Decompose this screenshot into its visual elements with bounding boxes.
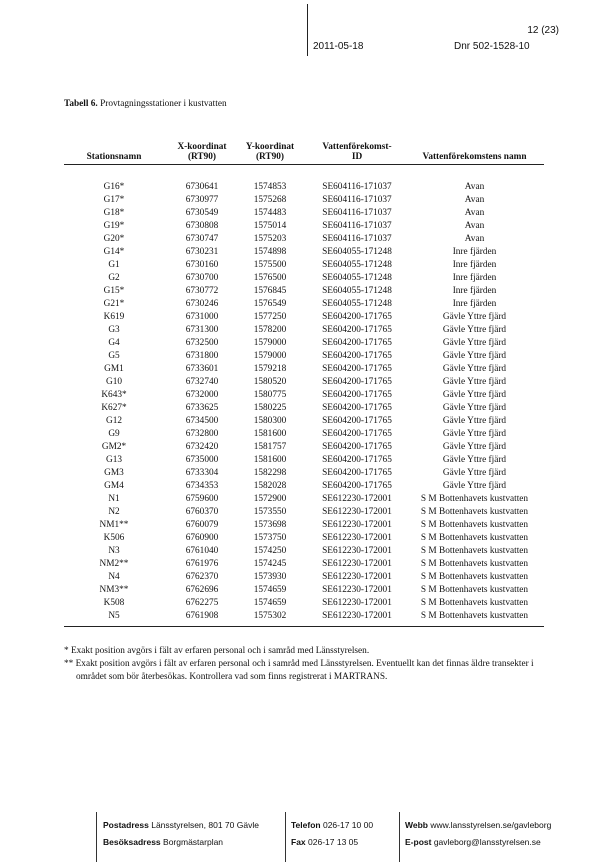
table-row	[64, 233, 544, 246]
cell-water-body-id: SE604200-171765	[322, 325, 392, 335]
cell-water-body-name: S M Bottenhavets kustvatten	[420, 559, 529, 569]
table-row	[64, 259, 544, 272]
cell-water-body-id: SE604200-171765	[322, 338, 392, 348]
table-row	[64, 428, 544, 441]
cell-x-coordinate: 6732800	[185, 429, 219, 439]
cell-water-body-id: SE604200-171765	[322, 481, 392, 491]
cell-station-name: G4	[108, 338, 120, 348]
cell-x-coordinate: 6761040	[185, 546, 219, 556]
cell-y-coordinate: 1575014	[253, 221, 287, 231]
cell-water-body-id: SE612230-172001	[322, 572, 392, 582]
footnote-single-star: * Exakt position avgörs i fält av erfaren personal och i samråd med Länsstyrelsen.	[64, 646, 370, 656]
cell-water-body-name: Inre fjärden	[452, 286, 497, 296]
cell-station-name: G5	[108, 351, 120, 361]
cell-y-coordinate: 1580520	[253, 377, 287, 387]
cell-y-coordinate: 1575268	[253, 195, 287, 205]
cell-water-body-id: SE604116-171037	[322, 234, 392, 244]
cell-water-body-name: Gävle Yttre fjärd	[442, 468, 507, 478]
cell-x-coordinate: 6730772	[185, 286, 219, 296]
footer-webb-label: Webb	[405, 820, 428, 830]
table-row	[64, 298, 544, 311]
cell-water-body-name: Inre fjärden	[452, 299, 497, 309]
cell-x-coordinate: 6733601	[185, 364, 219, 374]
footnotes	[64, 645, 539, 684]
footer-besoksadress	[103, 837, 223, 847]
cell-station-name: G12	[105, 416, 122, 426]
cell-water-body-id: SE604200-171765	[322, 403, 392, 413]
cell-y-coordinate: 1573698	[253, 520, 287, 530]
column-header-x	[174, 142, 230, 162]
cell-y-coordinate: 1576549	[253, 299, 287, 309]
table-bottom-rule	[64, 626, 544, 627]
cell-water-body-id: SE604055-171248	[322, 286, 392, 296]
cell-water-body-name: Gävle Yttre fjärd	[442, 403, 507, 413]
cell-water-body-name: Avan	[464, 182, 485, 192]
cell-water-body-id: SE604200-171765	[322, 455, 392, 465]
table-row	[64, 610, 544, 623]
cell-water-body-id: SE612230-172001	[322, 494, 392, 504]
cell-x-coordinate: 6730700	[185, 273, 219, 283]
cell-water-body-name: S M Bottenhavets kustvatten	[420, 494, 529, 504]
table-row	[64, 389, 544, 402]
table-row	[64, 532, 544, 545]
cell-water-body-id: SE612230-172001	[322, 585, 392, 595]
cell-water-body-id: SE604200-171765	[322, 377, 392, 387]
column-header-x-line2: (RT90)	[187, 152, 217, 162]
cell-station-name: K506	[103, 533, 125, 543]
cell-station-name: N2	[108, 507, 120, 517]
cell-x-coordinate: 6735000	[185, 455, 219, 465]
cell-y-coordinate: 1573930	[253, 572, 287, 582]
cell-station-name: N4	[108, 572, 120, 582]
cell-x-coordinate: 6730977	[185, 195, 219, 205]
cell-water-body-id: SE604116-171037	[322, 182, 392, 192]
cell-water-body-id: SE604055-171248	[322, 247, 392, 257]
cell-water-body-name: Gävle Yttre fjärd	[442, 416, 507, 426]
cell-y-coordinate: 1579218	[253, 364, 287, 374]
cell-water-body-name: S M Bottenhavets kustvatten	[420, 520, 529, 530]
footer-webb-link[interactable]: www.lansstyrelsen.se/gavleborg	[430, 820, 552, 830]
cell-water-body-id: SE612230-172001	[322, 559, 392, 569]
cell-y-coordinate: 1574483	[253, 208, 287, 218]
table-caption-label: Tabell 6.	[64, 99, 98, 109]
cell-x-coordinate: 6730246	[185, 299, 219, 309]
cell-station-name: N3	[108, 546, 120, 556]
cell-x-coordinate: 6761908	[185, 611, 219, 621]
table-body	[64, 181, 544, 623]
cell-y-coordinate: 1582028	[253, 481, 287, 491]
cell-water-body-name: Gävle Yttre fjärd	[442, 377, 507, 387]
cell-x-coordinate: 6760079	[185, 520, 219, 530]
table-row	[64, 519, 544, 532]
document-reference: Dnr 502-1528-10	[454, 41, 530, 52]
cell-station-name: G10	[105, 377, 122, 387]
cell-x-coordinate: 6730231	[185, 247, 219, 257]
cell-station-name: G20*	[103, 234, 125, 244]
cell-station-name: GM4	[104, 481, 124, 491]
table-row	[64, 480, 544, 493]
cell-station-name: K627*	[101, 403, 127, 413]
table-header	[64, 139, 544, 165]
cell-water-body-id: SE612230-172001	[322, 598, 392, 608]
cell-y-coordinate: 1575302	[253, 611, 287, 621]
cell-x-coordinate: 6761976	[185, 559, 219, 569]
cell-water-body-name: S M Bottenhavets kustvatten	[420, 546, 529, 556]
cell-water-body-id: SE604200-171765	[322, 468, 392, 478]
cell-water-body-name: Gävle Yttre fjärd	[442, 481, 507, 491]
cell-x-coordinate: 6731300	[185, 325, 219, 335]
column-header-water-id	[313, 142, 401, 162]
cell-station-name: G19*	[103, 221, 125, 231]
cell-water-body-id: SE604116-171037	[322, 208, 392, 218]
column-header-station-line1: Stationsnamn	[86, 152, 142, 162]
table-caption	[64, 99, 227, 109]
cell-water-body-name: S M Bottenhavets kustvatten	[420, 507, 529, 517]
cell-y-coordinate: 1577250	[253, 312, 287, 322]
cell-x-coordinate: 6762275	[185, 598, 219, 608]
cell-water-body-name: Gävle Yttre fjärd	[442, 364, 507, 374]
cell-station-name: GM2*	[101, 442, 127, 452]
column-header-water-name	[409, 152, 540, 162]
cell-water-body-id: SE612230-172001	[322, 546, 392, 556]
cell-station-name: K643*	[101, 390, 127, 400]
table-row	[64, 272, 544, 285]
footer-divider	[285, 812, 286, 862]
table-row	[64, 402, 544, 415]
column-header-y-line2: (RT90)	[255, 152, 285, 162]
cell-station-name: K619	[103, 312, 125, 322]
cell-y-coordinate: 1581600	[253, 455, 287, 465]
cell-water-body-id: SE604200-171765	[322, 416, 392, 426]
cell-x-coordinate: 6730549	[185, 208, 219, 218]
footer-postadress	[103, 820, 259, 830]
cell-x-coordinate: 6762370	[185, 572, 219, 582]
footnote-double-star: ** Exakt position avgörs i fält av erfaren personal och i samråd med Länsstyrelsen. Eventuellt kan det finnas äldre transekter i området som bör återbesökas. Kontrollera vad som finns registrerat i MARTRANS.	[64, 659, 534, 682]
cell-station-name: G21*	[103, 299, 125, 309]
table-row	[64, 571, 544, 584]
table-row	[64, 454, 544, 467]
cell-station-name: NM2**	[99, 559, 129, 569]
table-row	[64, 506, 544, 519]
cell-x-coordinate: 6730641	[185, 182, 219, 192]
cell-y-coordinate: 1579000	[253, 338, 287, 348]
cell-water-body-id: SE612230-172001	[322, 507, 392, 517]
cell-water-body-id: SE604200-171765	[322, 442, 392, 452]
cell-water-body-id: SE604200-171765	[322, 351, 392, 361]
table-row	[64, 415, 544, 428]
cell-water-body-name: Inre fjärden	[452, 273, 497, 283]
cell-water-body-name: Gävle Yttre fjärd	[442, 429, 507, 439]
cell-water-body-id: SE604116-171037	[322, 221, 392, 231]
table-row	[64, 337, 544, 350]
footer-telefon	[291, 820, 373, 830]
cell-y-coordinate: 1574853	[253, 182, 287, 192]
cell-water-body-name: Inre fjärden	[452, 247, 497, 257]
column-header-water-name-line1: Vattenförekomstens namn	[422, 152, 527, 162]
header-divider	[307, 4, 308, 56]
cell-x-coordinate: 6759600	[185, 494, 219, 504]
cell-water-body-name: Gävle Yttre fjärd	[442, 442, 507, 452]
table-row	[64, 220, 544, 233]
column-header-water-id-line1: Vattenförekomst-	[322, 142, 392, 152]
cell-y-coordinate: 1572900	[253, 494, 287, 504]
page-footer	[0, 812, 603, 862]
cell-water-body-id: SE604200-171765	[322, 364, 392, 374]
cell-water-body-name: Gävle Yttre fjärd	[442, 312, 507, 322]
cell-water-body-name: S M Bottenhavets kustvatten	[420, 572, 529, 582]
cell-x-coordinate: 6731800	[185, 351, 219, 361]
footer-epost	[405, 837, 541, 847]
table-row	[64, 363, 544, 376]
cell-y-coordinate: 1580775	[253, 390, 287, 400]
cell-station-name: NM1**	[99, 520, 129, 530]
cell-water-body-name: S M Bottenhavets kustvatten	[420, 611, 529, 621]
table-row	[64, 545, 544, 558]
cell-y-coordinate: 1573750	[253, 533, 287, 543]
cell-y-coordinate: 1575203	[253, 234, 287, 244]
cell-water-body-name: Avan	[464, 221, 485, 231]
cell-station-name: G2	[108, 273, 120, 283]
cell-water-body-name: S M Bottenhavets kustvatten	[420, 585, 529, 595]
footer-divider	[96, 812, 97, 862]
footer-fax	[291, 837, 358, 847]
stations-table	[64, 139, 544, 627]
footer-epost-label: E-post	[405, 837, 432, 847]
cell-station-name: G13	[105, 455, 122, 465]
cell-x-coordinate: 6730808	[185, 221, 219, 231]
table-row	[64, 467, 544, 480]
footer-besoksadress-label: Besöksadress	[103, 837, 161, 847]
table-row	[64, 285, 544, 298]
cell-y-coordinate: 1574659	[253, 598, 287, 608]
table-row	[64, 441, 544, 454]
cell-water-body-name: Avan	[464, 234, 485, 244]
cell-water-body-name: S M Bottenhavets kustvatten	[420, 533, 529, 543]
cell-water-body-id: SE612230-172001	[322, 611, 392, 621]
cell-water-body-name: Gävle Yttre fjärd	[442, 325, 507, 335]
table-row	[64, 311, 544, 324]
cell-water-body-id: SE604200-171765	[322, 390, 392, 400]
cell-x-coordinate: 6734500	[185, 416, 219, 426]
footer-webb	[405, 820, 551, 830]
column-header-station	[84, 152, 144, 162]
cell-station-name: NM3**	[99, 585, 129, 595]
cell-station-name: G15*	[103, 286, 125, 296]
cell-y-coordinate: 1574245	[253, 559, 287, 569]
cell-y-coordinate: 1579000	[253, 351, 287, 361]
cell-station-name: G17*	[103, 195, 125, 205]
cell-x-coordinate: 6733304	[185, 468, 219, 478]
cell-y-coordinate: 1573550	[253, 507, 287, 517]
cell-y-coordinate: 1582298	[253, 468, 287, 478]
cell-x-coordinate: 6732740	[185, 377, 219, 387]
cell-station-name: G14*	[103, 247, 125, 257]
cell-station-name: G9	[108, 429, 120, 439]
page-number: 12 (23)	[527, 25, 559, 36]
table-row	[64, 181, 544, 194]
cell-y-coordinate: 1578200	[253, 325, 287, 335]
cell-y-coordinate: 1576500	[253, 273, 287, 283]
footer-postadress-value: Länsstyrelsen, 801 70 Gävle	[151, 820, 259, 830]
footer-telefon-label: Telefon	[291, 820, 321, 830]
cell-water-body-name: Gävle Yttre fjärd	[442, 455, 507, 465]
cell-station-name: G16*	[103, 182, 125, 192]
cell-y-coordinate: 1574898	[253, 247, 287, 257]
cell-x-coordinate: 6760370	[185, 507, 219, 517]
footer-telefon-value: 026-17 10 00	[322, 820, 374, 830]
table-row	[64, 194, 544, 207]
cell-x-coordinate: 6732420	[185, 442, 219, 452]
table-caption-text: Provtagningsstationer i kustvatten	[100, 99, 227, 109]
cell-water-body-id: SE604200-171765	[322, 312, 392, 322]
table-row	[64, 558, 544, 571]
cell-station-name: G3	[108, 325, 120, 335]
cell-x-coordinate: 6734353	[185, 481, 219, 491]
cell-x-coordinate: 6733625	[185, 403, 219, 413]
cell-water-body-name: S M Bottenhavets kustvatten	[420, 598, 529, 608]
cell-y-coordinate: 1575500	[253, 260, 287, 270]
cell-station-name: N5	[108, 611, 120, 621]
cell-station-name: GM3	[104, 468, 124, 478]
column-header-y-line1: Y-koordinat	[245, 142, 295, 152]
cell-y-coordinate: 1581757	[253, 442, 287, 452]
cell-x-coordinate: 6730160	[185, 260, 219, 270]
cell-y-coordinate: 1581600	[253, 429, 287, 439]
cell-x-coordinate: 6732000	[185, 390, 219, 400]
cell-station-name: G1	[108, 260, 120, 270]
footer-fax-label: Fax	[291, 837, 306, 847]
table-row	[64, 493, 544, 506]
footer-divider	[399, 812, 400, 862]
cell-y-coordinate: 1580225	[253, 403, 287, 413]
column-header-x-line1: X-koordinat	[177, 142, 227, 152]
document-date: 2011-05-18	[313, 41, 364, 52]
cell-water-body-id: SE604055-171248	[322, 260, 392, 270]
column-header-water-id-line2: ID	[351, 152, 363, 162]
cell-x-coordinate: 6760900	[185, 533, 219, 543]
footer-besoksadress-value: Borgmästarplan	[163, 837, 224, 847]
cell-water-body-name: Gävle Yttre fjärd	[442, 338, 507, 348]
table-row	[64, 584, 544, 597]
cell-x-coordinate: 6730747	[185, 234, 219, 244]
cell-water-body-name: Gävle Yttre fjärd	[442, 390, 507, 400]
cell-water-body-id: SE612230-172001	[322, 520, 392, 530]
footer-postadress-label: Postadress	[103, 820, 149, 830]
cell-water-body-name: Avan	[464, 208, 485, 218]
table-row	[64, 324, 544, 337]
cell-station-name: G18*	[103, 208, 125, 218]
cell-y-coordinate: 1574250	[253, 546, 287, 556]
cell-y-coordinate: 1576845	[253, 286, 287, 296]
cell-x-coordinate: 6762696	[185, 585, 219, 595]
cell-water-body-id: SE604055-171248	[322, 273, 392, 283]
cell-water-body-id: SE604200-171765	[322, 429, 392, 439]
cell-station-name: GM1	[104, 364, 124, 374]
footer-epost-link[interactable]: gavleborg@lansstyrelsen.se	[433, 837, 541, 847]
cell-water-body-id: SE604055-171248	[322, 299, 392, 309]
cell-water-body-name: Inre fjärden	[452, 260, 497, 270]
column-header-y	[242, 142, 298, 162]
table-row	[64, 246, 544, 259]
cell-y-coordinate: 1574659	[253, 585, 287, 595]
footer-fax-value: 026-17 13 05	[308, 837, 359, 847]
cell-station-name: N1	[108, 494, 120, 504]
cell-y-coordinate: 1580300	[253, 416, 287, 426]
cell-water-body-id: SE612230-172001	[322, 533, 392, 543]
cell-station-name: K508	[103, 598, 125, 608]
table-row	[64, 597, 544, 610]
cell-x-coordinate: 6732500	[185, 338, 219, 348]
table-row	[64, 376, 544, 389]
cell-water-body-name: Gävle Yttre fjärd	[442, 351, 507, 361]
cell-water-body-id: SE604116-171037	[322, 195, 392, 205]
table-row	[64, 350, 544, 363]
cell-x-coordinate: 6731000	[185, 312, 219, 322]
table-row	[64, 207, 544, 220]
cell-water-body-name: Avan	[464, 195, 485, 205]
